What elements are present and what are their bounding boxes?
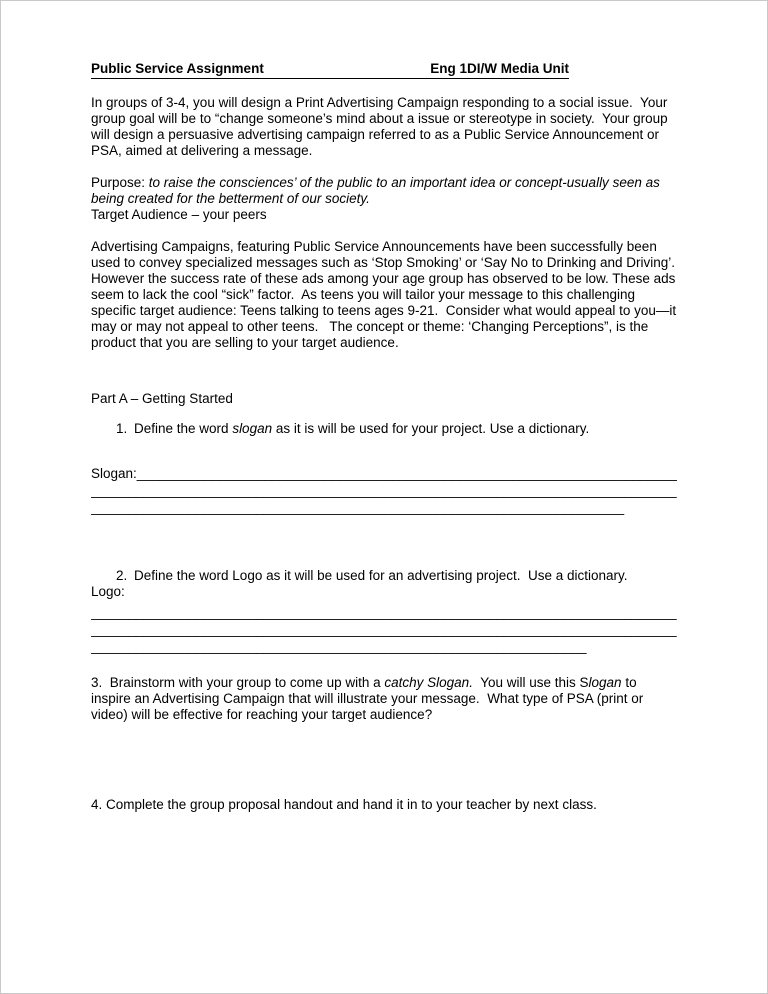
header-title-right: Eng 1DI/W Media Unit: [430, 61, 569, 76]
list-item-2: [116, 568, 677, 584]
item-2-number: 2.: [116, 568, 128, 583]
q3-italic2: logan: [588, 675, 622, 690]
slogan-line-1: [91, 465, 677, 482]
header-title-left: Public Service Assignment: [91, 61, 264, 76]
slogan-label: Slogan:: [91, 466, 137, 481]
purpose-block: [91, 175, 677, 223]
part-a-heading: Part A – Getting Started: [91, 391, 233, 406]
question-4-paragraph: 4. Complete the group proposal handout and hand it in to your teacher by next class.: [91, 797, 597, 812]
logo-label: Logo:: [91, 584, 125, 599]
item-1-text-pre: Define the word: [134, 421, 233, 436]
item-2-text: Define the word Logo as it will be used for an advertising project. Use a dictionary.: [134, 568, 628, 583]
target-audience-line: Target Audience – your peers: [91, 207, 267, 222]
q3-seg4: What type of PSA (print or video) will be effective for reaching your target audience?: [91, 691, 648, 722]
q3-italic1: catchy Slogan.: [384, 675, 473, 690]
logo-fill-line-2: ______________________________________________________________________________: [91, 622, 677, 637]
document-header: [91, 61, 569, 79]
q3-seg1: 3. Brainstorm with your group to come up with a: [91, 675, 385, 690]
slogan-answer-block: [91, 465, 677, 516]
slogan-fill-line-2: ______________________________________________________________________________: [91, 483, 677, 498]
slogan-fill-line-1: ________________________________________________________________________: [136, 466, 677, 481]
purpose-label: Purpose:: [91, 175, 149, 190]
item-1-text: [134, 421, 589, 437]
question-3-paragraph: [91, 675, 677, 723]
logo-fill-line-1: ______________________________________________________________________________: [91, 605, 677, 620]
campaign-paragraph: Advertising Campaigns, featuring Public Service Announcements have been successfully been used to convey specialized messages such as ‘Stop Smoking’ or ‘Say No to Drinking and Driving’. However the success rate of these ads among your age group has observed to be low. These ads seem to lack the cool “sick” factor. As teens you will tailor your message to this challenging specific target audience: Teens talking to teens ages 9-21. Consider what would appeal to you—it may or may not appeal to other teens. The concept or theme: ‘Changing Perceptions”, is the product that you are selling to your target audience.: [91, 239, 680, 350]
purpose-text: to raise the consciences’ of the public to an important idea or concept-usually seen as being created for the betterment of our society.: [91, 175, 664, 206]
slogan-fill-line-3: _______________________________________________________________________: [91, 500, 625, 515]
q3-seg3: to inspire an Advertising Campaign that will illustrate your message.: [91, 675, 641, 706]
item-1-text-italic: slogan: [232, 421, 273, 436]
list-item-1: [116, 421, 677, 437]
logo-fill-line-3: __________________________________________________________________: [91, 639, 587, 654]
intro-paragraph: In groups of 3-4, you will design a Print Advertising Campaign responding to a social issue. Your group goal will be to “change someone’s mind about a issue or stereotype in society. Your group will design a persuasive advertising campaign referred to as a Public Service Announcement or PSA, aimed at delivering a message.: [91, 95, 672, 158]
logo-answer-block: [91, 604, 677, 655]
item-1-number: 1.: [116, 421, 128, 436]
item-1-text-post: as it is will be used for your project. Use a dictionary.: [272, 421, 590, 436]
purpose-paragraph: [91, 175, 677, 207]
q3-seg2: You will use this S: [472, 675, 589, 690]
